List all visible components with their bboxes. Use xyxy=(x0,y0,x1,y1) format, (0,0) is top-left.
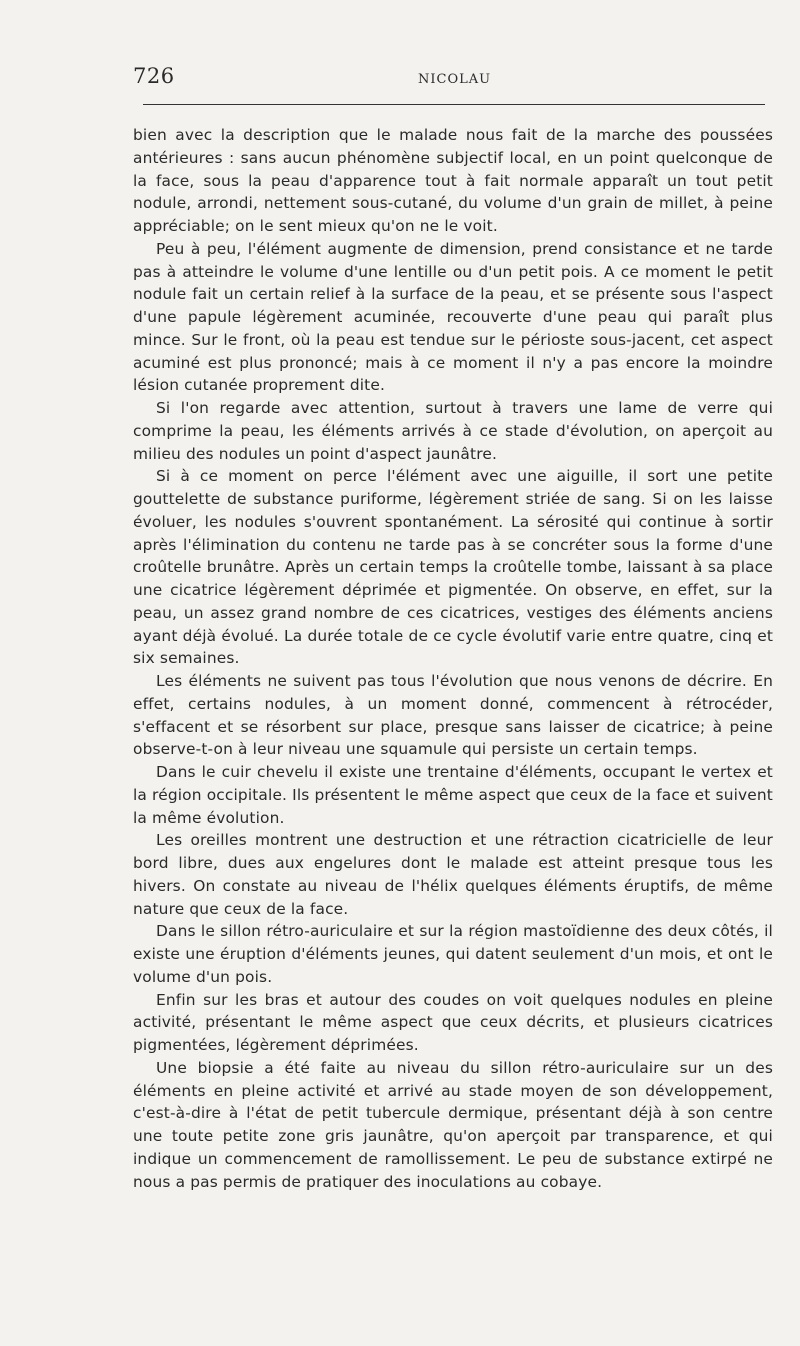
paragraph: Une biopsie a été faite au niveau du sillon rétro-auriculaire sur un des éléments en pleine activité et arrivé au stade moyen de son développement, c'est-à-dire à l'état de petit tubercule dermique, présentant déjà à son centre une toute petite zone gris jaunâtre, qu'on aperçoit par transparence, et qui indique un commencement de ramollissement. Le peu de substance extirpé ne nous a pas permis de pratiquer des inoculations au cobaye. xyxy=(133,1058,773,1191)
paragraph: Si à ce moment on perce l'élément avec une aiguille, il sort une petite gouttelette de substance puriforme, légèrement striée de sang. Si on les laisse évoluer, les nodules s'ouvrent spontanément. La sérosité qui continue à sortir après l'élimination du contenu ne tarde pas à se concréter sous la forme d'une croûtelle brunâtre. Après un certain temps la croûtelle tombe, laissant à sa place une cicatrice légèrement déprimée et pigmentée. On observe, en effet, sur la peau, un assez grand nombre de ces cicatrices, vestiges des éléments anciens ayant déjà évolué. La durée totale de ce cycle évolutif varie entre quatre, cinq et six semaines. xyxy=(133,467,773,668)
paragraph: bien avec la description que le malade nous fait de la marche des poussées antérieures : sans aucun phénomène subjectif local, en un point quelconque de la face, sous la peau d'apparence tout à fait normale apparaît un tout petit nodule, arrondi, nettement sous-cutané, du volume d'un grain de millet, à peine appréciable; on le sent mieux qu'on ne le voit. xyxy=(133,126,773,235)
paragraph: Peu à peu, l'élément augmente de dimension, prend consistance et ne tarde pas à atteindre le volume d'une lentille ou d'un petit pois. A ce moment le petit nodule fait un certain relief à la surface de la peau, et se présente sous l'aspect d'une papule légèrement acuminée, recouverte d'une peau qui paraît plus mince. Sur le front, où la peau est tendue sur le périoste sous-jacent, cet aspect acuminé est plus prononcé; mais à ce moment il n'y a pas encore la moindre lésion cutanée proprement dite. xyxy=(133,239,773,395)
paragraph: Si l'on regarde avec attention, surtout à travers une lame de verre qui comprime la peau, les éléments arrivés à ce stade d'évolution, on aperçoit au milieu des nodules un point d'aspect jaunâtre. xyxy=(133,399,773,463)
paragraph: Les oreilles montrent une destruction et une rétraction cicatricielle de leur bord libre, dues aux engelures dont le malade est atteint presque tous les hivers. On constate au niveau de l'hélix quelques éléments éruptifs, de même nature que ceux de la face. xyxy=(133,831,773,918)
paragraph: Les éléments ne suivent pas tous l'évolution que nous venons de décrire. En effet, certains nodules, à un moment donné, commencent à rétrocéder, s'effacent et se résorbent sur place, presque sans laisser de cicatrice; à peine observe-t-on à leur niveau une squamule qui persiste un certain temps. xyxy=(133,672,773,759)
paragraph: Dans le cuir chevelu il existe une trentaine d'éléments, occupant le vertex et la région occipitale. Ils présentent le même aspect que ceux de la face et suivent la même évolution. xyxy=(133,763,773,827)
header-rule xyxy=(143,104,765,105)
page-number: 726 xyxy=(133,64,175,88)
page-header xyxy=(133,64,773,96)
paragraph: Dans le sillon rétro-auriculaire et sur la région mastoïdienne des deux côtés, il existe une éruption d'éléments jeunes, qui datent seulement d'un mois, et ont le volume d'un pois. xyxy=(133,922,773,986)
running-head: NICOLAU xyxy=(418,72,492,87)
paragraph: Enfin sur les bras et autour des coudes on voit quelques nodules en pleine activité, présentant le même aspect que ceux décrits, et plusieurs cicatrices pigmentées, légèrement déprimées. xyxy=(133,990,773,1054)
body-text xyxy=(133,124,773,1193)
